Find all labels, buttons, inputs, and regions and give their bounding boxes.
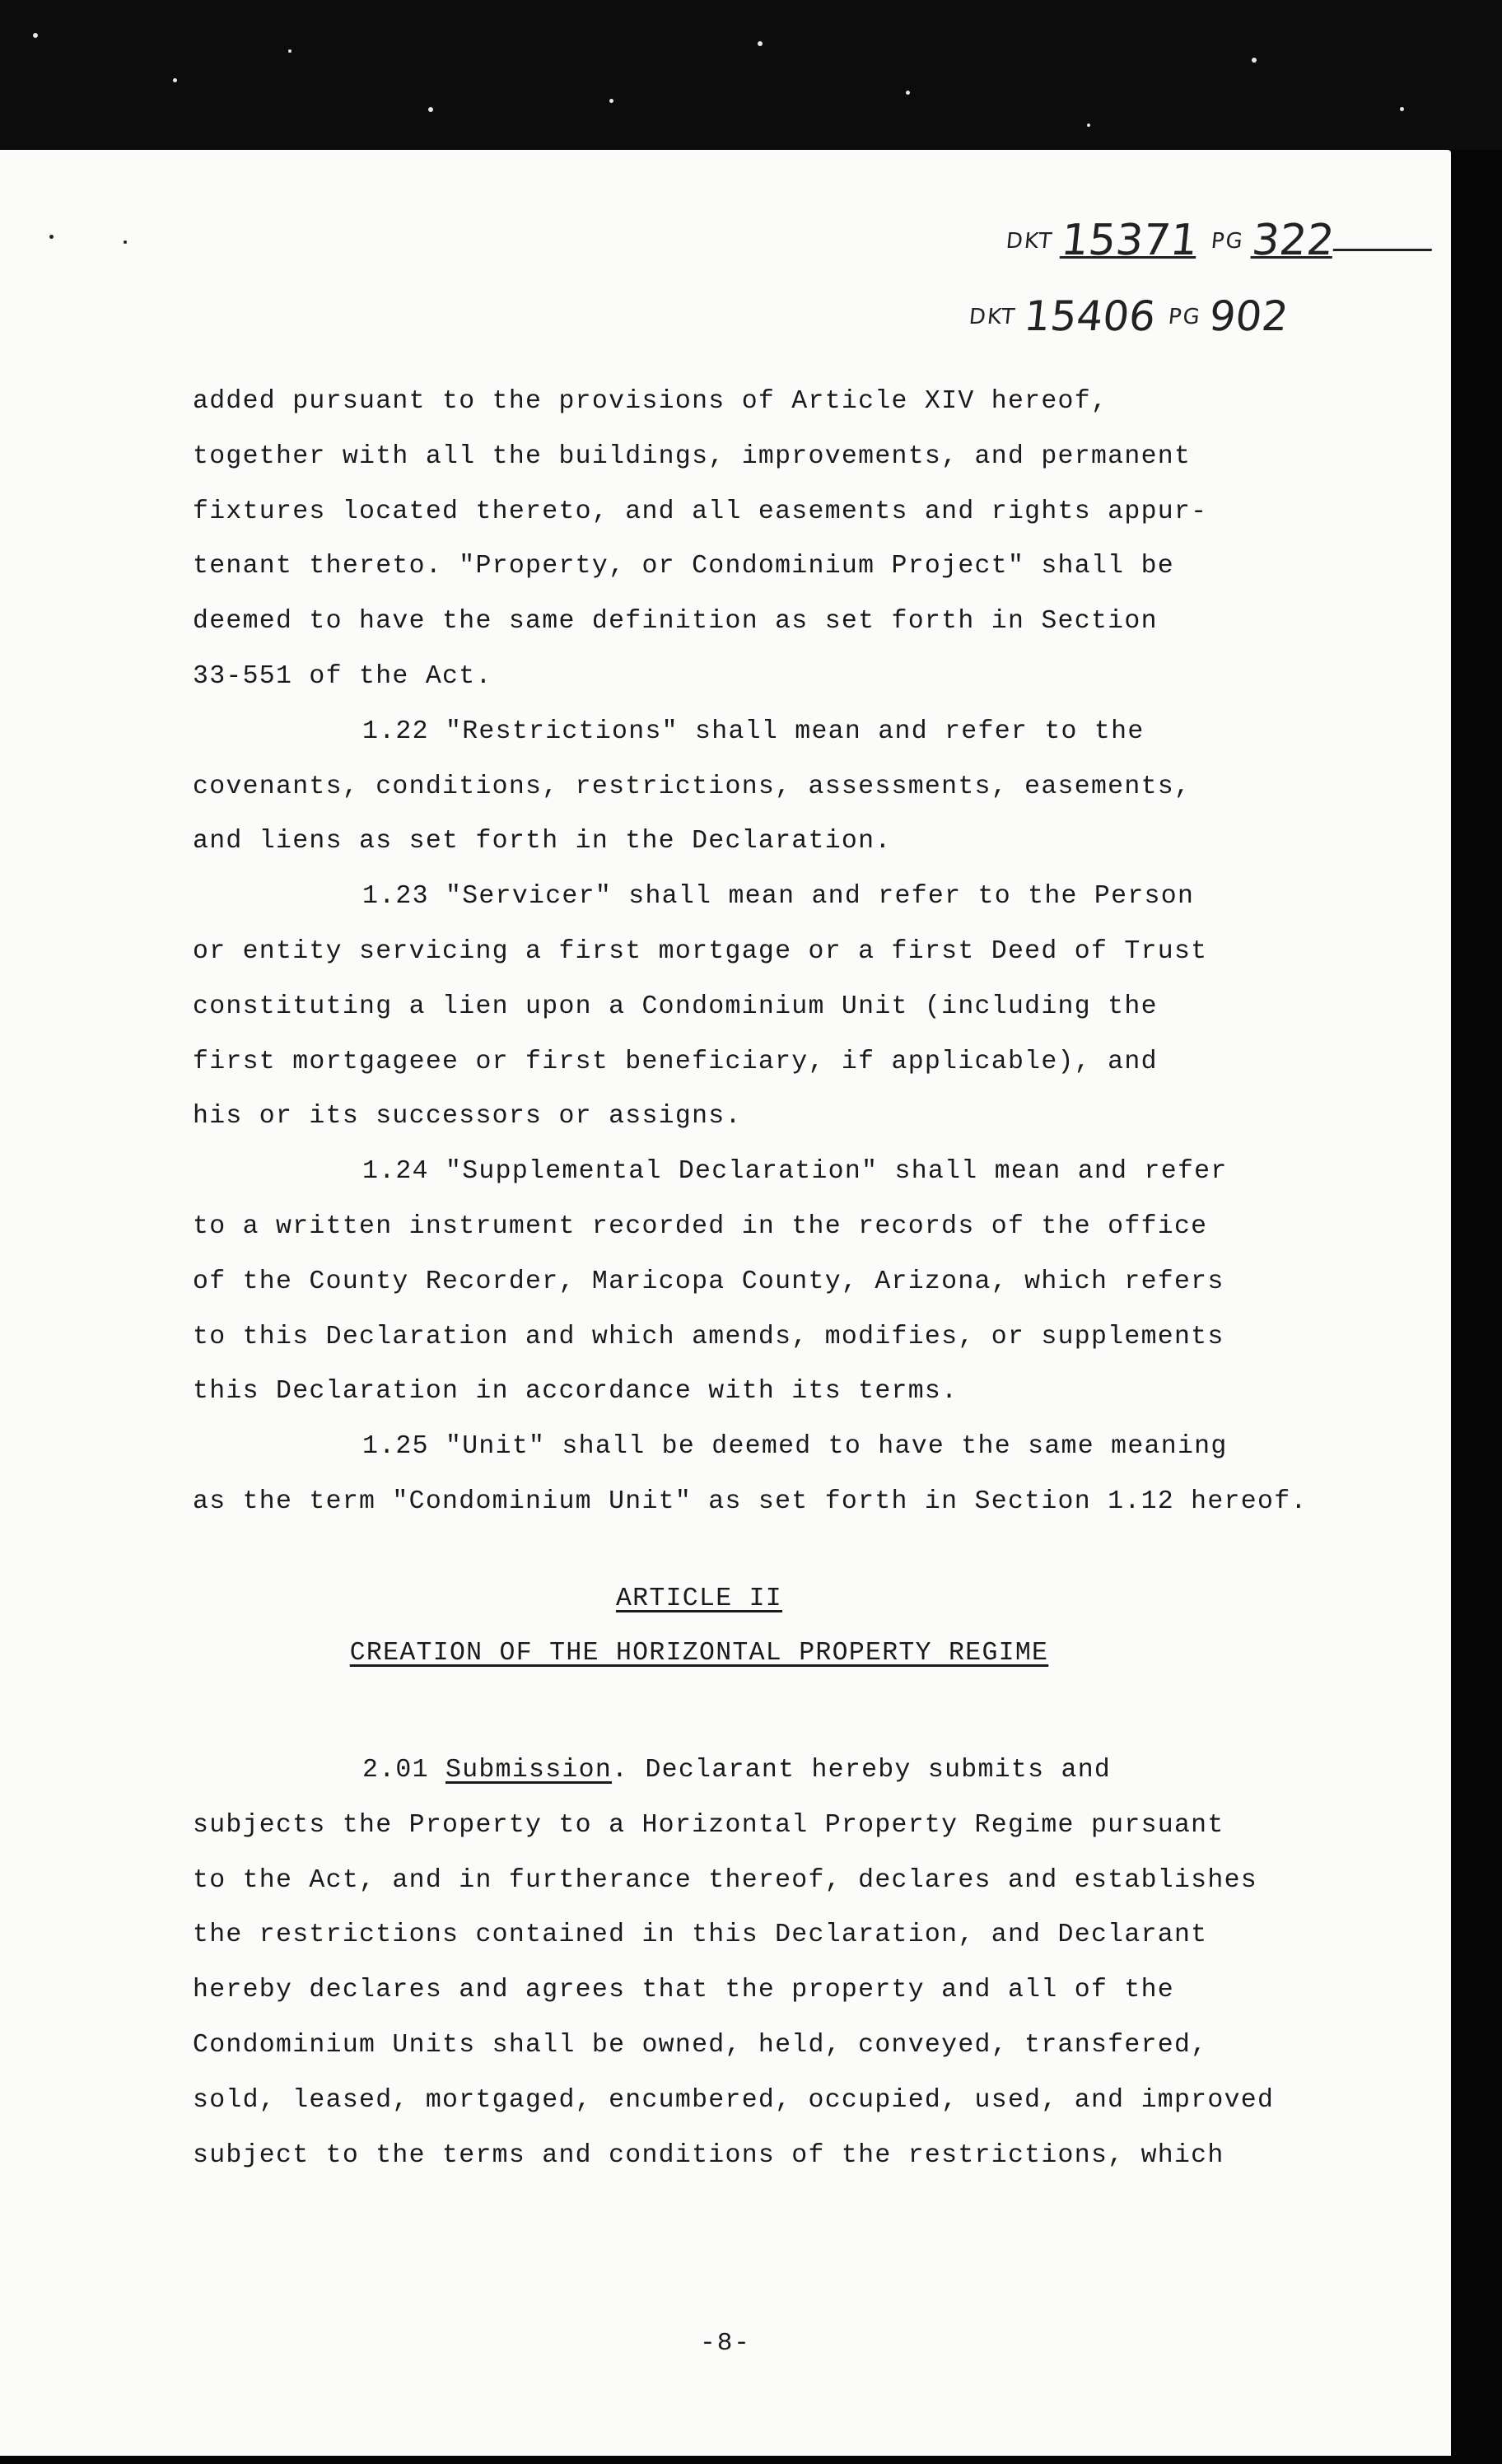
article-title (193, 1584, 1206, 1613)
scan-speck (609, 99, 613, 103)
scan-speck (288, 49, 292, 53)
docket-stamp-2 (967, 292, 1290, 340)
body-line: hereby declares and agrees that the property and all of the (193, 1976, 1174, 2005)
docket-page-label: PG (1210, 229, 1246, 254)
section-first-line-rest: . Declarant hereby submits and (612, 1756, 1112, 1785)
body-line: and liens as set forth in the Declaration. (193, 827, 892, 856)
scan-speck (33, 33, 38, 38)
body-line: this Declaration in accordance with its terms. (193, 1377, 959, 1407)
body-line: to a written instrument recorded in the records of the office (193, 1211, 1208, 1241)
docket-number: 15371 (1058, 216, 1201, 265)
section-1-25-start: 1.25 "Unit" shall be deemed to have the same meaning (362, 1432, 1228, 1462)
body-line: Condominium Units shall be owned, held, conveyed, transfered, (193, 2030, 1208, 2060)
body-line: first mortgageee or first beneficiary, if applicable), and (193, 1047, 1158, 1076)
docket-page-label: PG (1167, 305, 1203, 329)
body-line: added pursuant to the provisions of Article XIV hereof, (193, 387, 1108, 416)
section-1-24-start: 1.24 "Supplemental Declaration" shall mean and refer (362, 1157, 1228, 1187)
body-line: subject to the terms and conditions of the restrictions, which (193, 2140, 1224, 2170)
docket-page: 322 (1249, 216, 1337, 265)
body-line: constituting a lien upon a Condominium Unit (including the (193, 992, 1158, 1021)
body-line: of the County Recorder, Maricopa County, Arizona, which refers (193, 1267, 1224, 1296)
docket-prefix: DKT (1005, 229, 1055, 254)
page-number: -8- (700, 2329, 751, 2358)
body-line: fixtures located thereto, and all easements and rights appur- (193, 497, 1208, 526)
body-line: the restrictions contained in this Declaration, and Declarant (193, 1920, 1208, 1950)
scan-border-top (0, 0, 1502, 156)
section-2-01-start (193, 1743, 1346, 1799)
body-line: tenant thereto. "Property, or Condominium Project" shall be (193, 552, 1174, 581)
body-line: or entity servicing a first mortgage or a first Deed of Trust (193, 936, 1208, 966)
page-bottom-edge (0, 2456, 1502, 2464)
body-line: together with all the buildings, improvements, and permanent (193, 441, 1192, 471)
margin-mark (49, 235, 54, 239)
article-subtitle-text: CREATION OF THE HORIZONTAL PROPERTY REGIME (349, 1639, 1049, 1668)
section-heading: Submission (445, 1756, 613, 1785)
article-title-text: ARTICLE II (615, 1584, 783, 1613)
docket-page: 902 (1206, 292, 1291, 340)
body-line: his or its successors or assigns. (193, 1102, 742, 1132)
section-number: 2.01 (362, 1756, 429, 1785)
body-line: sold, leased, mortgaged, encumbered, occupied, used, and improved (193, 2085, 1275, 2115)
body-line: covenants, conditions, restrictions, assessments, easements, (193, 772, 1192, 801)
definitions-text (193, 375, 1346, 1530)
body-line: 33-551 of the Act. (193, 661, 492, 691)
scan-speck (1252, 58, 1257, 63)
scan-speck (428, 107, 433, 112)
docket-prefix: DKT (968, 305, 1018, 329)
body-line: subjects the Property to a Horizontal Property Regime pursuant (193, 1810, 1224, 1840)
margin-mark (124, 240, 127, 244)
scan-speck (173, 78, 177, 82)
scan-speck (1087, 124, 1090, 127)
body-line: to the Act, and in furtherance thereof, declares and establishes (193, 1865, 1257, 1895)
section-2-01-text (193, 1743, 1346, 2183)
body-line: as the term "Condominium Unit" as set forth in Section 1.12 hereof. (193, 1486, 1308, 1516)
section-1-22-start: 1.22 "Restrictions" shall mean and refer to the (362, 716, 1145, 746)
docket-number: 15406 (1021, 292, 1158, 340)
docket-underline (1333, 249, 1432, 251)
page-right-edge (1451, 150, 1502, 2464)
section-1-23-start: 1.23 "Servicer" shall mean and refer to the Person (362, 882, 1195, 912)
body-line: to this Declaration and which amends, modifies, or supplements (193, 1322, 1224, 1351)
body-line: deemed to have the same definition as set forth in Section (193, 607, 1158, 637)
scan-speck (906, 91, 910, 95)
scan-speck (1400, 107, 1404, 111)
scan-speck (758, 41, 763, 46)
docket-stamp-1 (1004, 216, 1435, 265)
article-subtitle (193, 1639, 1206, 1668)
